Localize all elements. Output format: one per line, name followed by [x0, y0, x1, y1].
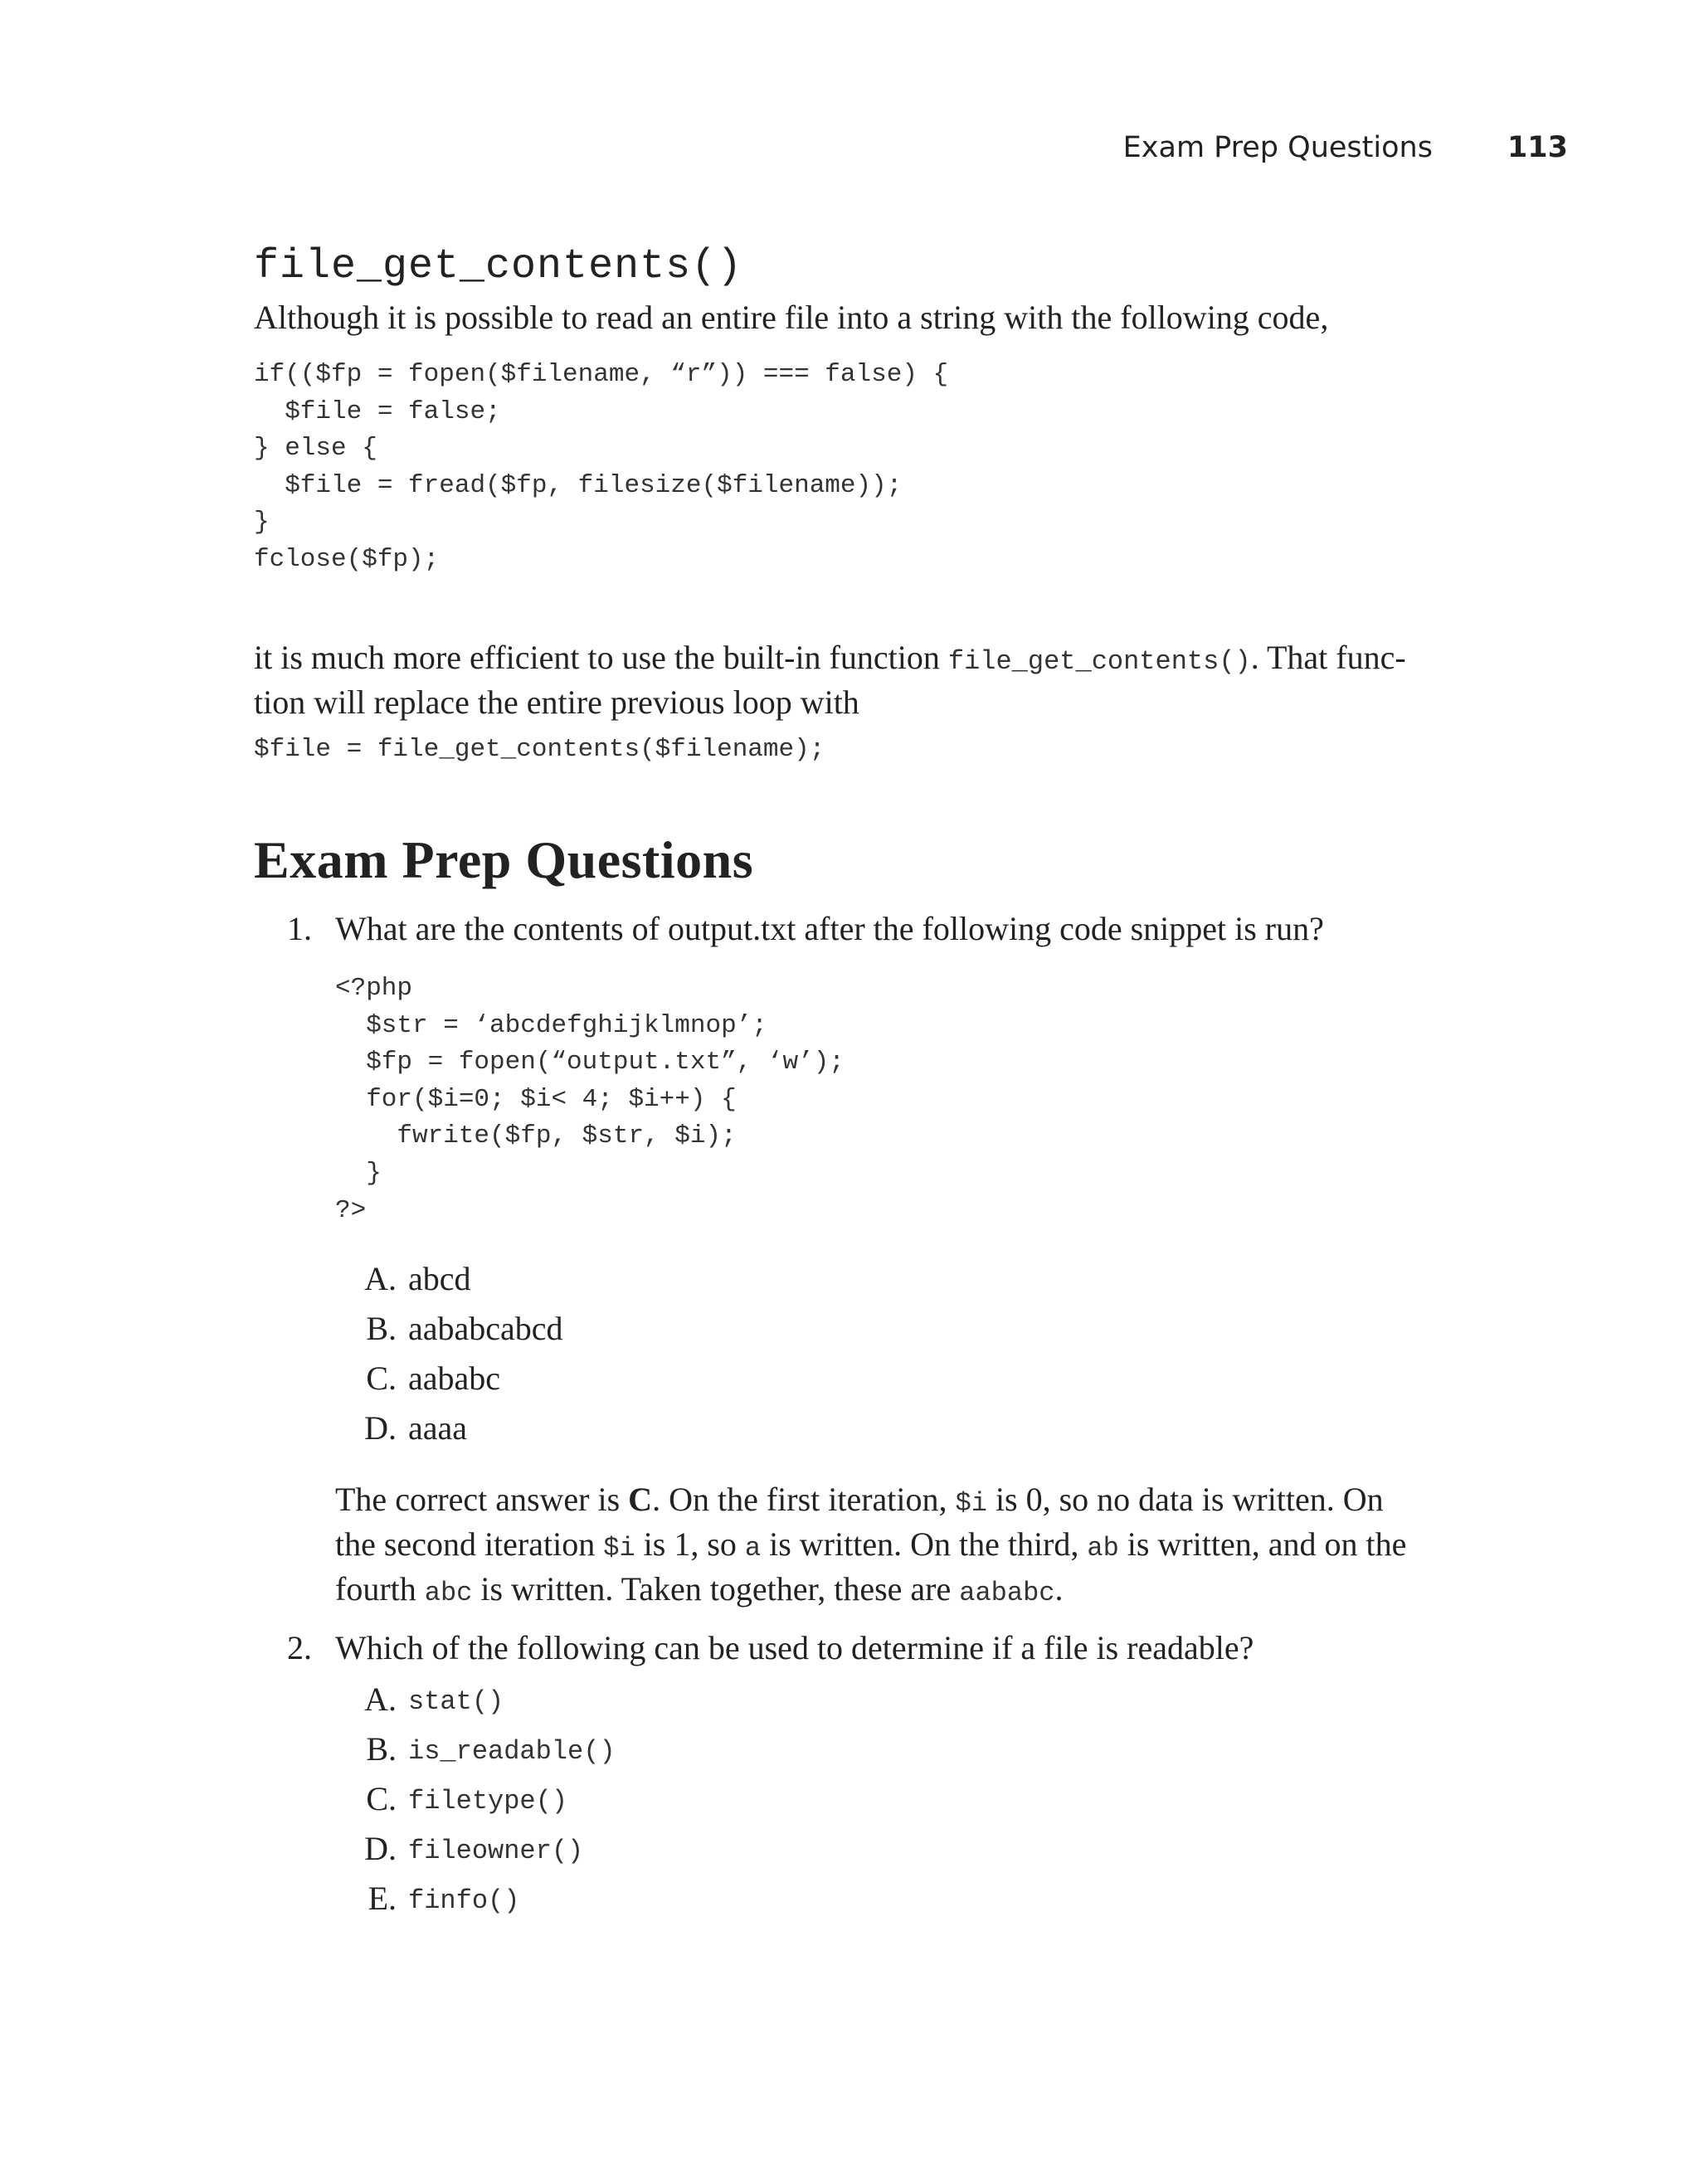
text-run: is written. Taken together, these are — [472, 1570, 960, 1608]
paragraph-line — [335, 1479, 1463, 1524]
choice-option — [332, 1680, 1161, 1729]
choice-text: is_readable() — [408, 1736, 616, 1767]
question-text: What are the contents of output.txt after the following code snippet is run? — [335, 910, 1324, 947]
inline-code: $i — [603, 1533, 635, 1564]
choice-option — [332, 1359, 1161, 1408]
code-line: <?php — [335, 974, 413, 1003]
text-run: fourth — [335, 1570, 425, 1608]
choice-text: aaaa — [408, 1409, 468, 1447]
text-run: is written, and on the — [1118, 1525, 1407, 1563]
text-run: . That func- — [1250, 639, 1406, 676]
code-line: $str = ‘abcdefghijklmnop’; — [335, 1010, 767, 1040]
code-line: } — [254, 508, 270, 537]
inline-code: abc — [424, 1578, 473, 1608]
inline-code: aababc — [959, 1578, 1055, 1608]
text-run: the second iteration — [335, 1525, 604, 1563]
inline-code: ab — [1087, 1533, 1119, 1564]
intro-paragraph: Although it is possible to read an entire file into a string with the following code, — [254, 299, 1329, 336]
code-line: if(($fp = fopen($filename, “r”)) === false) { — [254, 360, 949, 389]
code-line: for($i=0; $i< 4; $i++) { — [335, 1084, 737, 1114]
choice-letter: C. — [366, 1780, 397, 1817]
inline-code: a — [744, 1533, 762, 1564]
q1-choices — [332, 1259, 1161, 1458]
choice-text: aababcabcd — [408, 1310, 563, 1347]
q1-explanation — [335, 1479, 1463, 1613]
code-line: $file = false; — [254, 396, 501, 426]
choice-option — [332, 1779, 1161, 1829]
inline-code: file_get_contents() — [947, 646, 1251, 677]
choice-text: filetype() — [408, 1786, 568, 1817]
code-line: $file = file_get_contents($filename); — [254, 735, 825, 764]
choice-letter: B. — [366, 1310, 397, 1347]
code-block-fread — [254, 357, 948, 579]
efficiency-paragraph — [254, 637, 1448, 722]
choice-text: fileowner() — [408, 1836, 584, 1866]
choice-option — [332, 1829, 1161, 1879]
choice-text: abcd — [408, 1260, 471, 1297]
choice-letter: E. — [368, 1880, 397, 1917]
choice-letter: D. — [364, 1830, 397, 1867]
code-line: $file = fread($fp, filesize($filename)); — [254, 470, 903, 500]
code-line: fwrite($fp, $str, $i); — [335, 1121, 737, 1151]
choice-letter: A. — [364, 1681, 397, 1718]
inline-code: $i — [955, 1488, 987, 1519]
choice-option — [332, 1408, 1161, 1458]
text-run: . — [1054, 1570, 1064, 1608]
answer-letter: C — [628, 1481, 653, 1518]
code-line: ?> — [335, 1195, 367, 1225]
question-text: Which of the following can be used to determine if a file is readable? — [335, 1629, 1254, 1666]
running-header — [1123, 131, 1568, 164]
choice-option — [332, 1879, 1161, 1929]
choice-text: stat() — [408, 1686, 504, 1717]
code-line: fclose($fp); — [254, 544, 440, 574]
text-run: is 1, so — [635, 1525, 745, 1563]
paragraph-line — [335, 1569, 1463, 1613]
paragraph-line: tion will replace the entire previous loop with — [254, 683, 859, 721]
text-run: it is much more efficient to use the built-in function — [254, 639, 948, 676]
choice-letter: A. — [364, 1260, 397, 1297]
choice-option — [332, 1259, 1161, 1309]
paragraph-line — [335, 1524, 1463, 1569]
exam-prep-heading: Exam Prep Questions — [254, 830, 754, 889]
choice-text: finfo() — [408, 1885, 520, 1916]
choice-option — [332, 1729, 1161, 1779]
choice-letter: C. — [366, 1360, 397, 1397]
text-run: is 0, so no data is written. On — [986, 1481, 1384, 1518]
choice-text: aababc — [408, 1360, 501, 1397]
question-number: 2. — [287, 1629, 312, 1666]
section-heading-file-get-contents: file_get_contents() — [254, 243, 743, 290]
paragraph-line — [254, 637, 1448, 682]
choice-letter: D. — [364, 1409, 397, 1447]
text-run: . On the first iteration, — [652, 1481, 956, 1518]
page-number: 113 — [1507, 131, 1568, 164]
text-run: is written. On the third, — [761, 1525, 1088, 1563]
choice-option — [332, 1309, 1161, 1359]
code-block-fwrite — [335, 970, 845, 1229]
choice-letter: B. — [366, 1730, 397, 1768]
question-number: 1. — [287, 910, 312, 947]
code-one-liner — [254, 732, 825, 769]
code-line: $fp = fopen(“output.txt”, ‘w’); — [335, 1048, 845, 1077]
running-title: Exam Prep Questions — [1122, 131, 1433, 164]
text-run: The correct answer is — [335, 1481, 629, 1518]
code-line: } — [335, 1158, 382, 1188]
q2-choices — [332, 1680, 1161, 1929]
code-line: } else { — [254, 434, 377, 464]
